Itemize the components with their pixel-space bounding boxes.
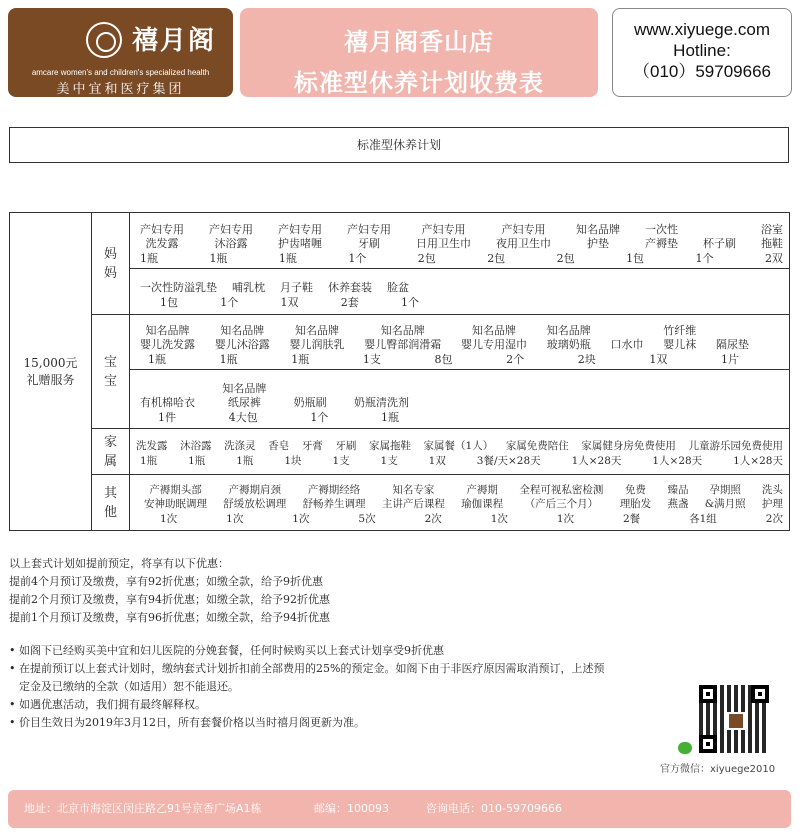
other-item: 臻品 燕盏 [667, 484, 689, 510]
mother-quantity: 2套 [340, 296, 359, 309]
mother-quantity: 1个 [695, 252, 714, 265]
other-item: 孕期照 &满月照 [704, 484, 746, 510]
mother-quantity: 2包 [417, 252, 436, 265]
family-item: 香皂 [268, 440, 290, 452]
offer-line: 提前4个月预订及缴费，享有92折优惠；如缴全款，给予9折优惠 [9, 575, 323, 588]
other-quantity: 1次 [490, 513, 508, 525]
mother-quantity: 1包 [160, 296, 178, 309]
wechat-account: 官方微信：xiyuege2010 [660, 764, 776, 775]
family-quantity: 1瓶 [188, 455, 206, 467]
mother-quantity: 2包 [556, 252, 575, 265]
baby-quantity: 1件 [158, 411, 176, 424]
other-item: 知名专家 主讲产后课程 [381, 484, 445, 510]
other-quantity: 2次 [424, 513, 442, 525]
other-quantity: 各1组 [689, 513, 717, 525]
baby-item: 有机棉哈衣 [140, 396, 195, 409]
mother-quantity: 1包 [626, 252, 645, 265]
baby-row-2 [130, 370, 789, 427]
other-item: 全程可视私密检测 （产后三个月） [519, 484, 604, 510]
baby-quantity: 1瓶 [291, 353, 310, 366]
footer-phone[interactable]: 咨询电话：010-59709666 [426, 802, 562, 815]
mother-item: 产妇专用 沐浴露 [209, 223, 253, 250]
note-item: • 如遇优惠活动，我们拥有最终解释权。 [9, 696, 609, 714]
mother-item: 知名品牌 护垫 [576, 223, 620, 250]
early-booking-offers [9, 555, 330, 627]
family-item: 洗涤灵 [224, 440, 256, 452]
family-item: 儿童游乐园免费使用 [688, 440, 783, 452]
category-other: 其他 [92, 475, 130, 531]
note-item: • 如阁下已经购买美中宜和妇儿医院的分娩套餐，任何时候购买以上套式计划享受9折优惠 [9, 642, 609, 660]
family-item: 家属免费陪住 [505, 440, 569, 452]
family-item: 家属健身房免费使用 [581, 440, 676, 452]
notes-list [9, 642, 609, 732]
offer-line: 提前1个月预订及缴费，享有96折优惠；如缴全款，给予94折优惠 [9, 611, 330, 624]
brand-group: 美中宜和医疗集团 [56, 82, 185, 97]
family-item: 家属餐（1人） [423, 440, 494, 452]
other-item: 产褥期头部 安神助眠调理 [144, 484, 207, 510]
baby-quantity: 2块 [577, 353, 596, 366]
brand-logo [8, 8, 233, 97]
family-item: 牙膏 [301, 440, 323, 452]
family-quantity: 1人×28天 [652, 455, 703, 467]
mother-row-2 [130, 269, 789, 312]
other-item: 免费 理胎发 [619, 484, 652, 510]
other-quantity: 2次 [765, 513, 783, 525]
baby-item: 知名品牌 婴儿专用湿巾 [461, 324, 527, 351]
note-item: • 在提前预订以上套式计划时，缴纳套式计划折扣前全部费用的25%的预定金。如阁下由于非医疗原因需取消预订，上述预定金及已缴纳的全款（如适用）恕不能退还。 [9, 660, 609, 696]
baby-quantity: 1瓶 [219, 353, 238, 366]
baby-quantity: 1双 [649, 353, 668, 366]
mother-quantity: 2包 [487, 252, 506, 265]
brand-english: amcare women's and children's specialized health [31, 68, 210, 77]
baby-item: 口水巾 [610, 338, 644, 351]
family-cell [130, 429, 790, 475]
hotline-number[interactable]: （010）59709666 [632, 62, 771, 81]
wechat-icon [678, 742, 692, 754]
other-quantity: 1次 [556, 513, 575, 525]
other-item: 产褥期 瑜伽课程 [461, 484, 504, 510]
baby-quantity: 1个 [310, 411, 329, 424]
family-item: 沐浴露 [180, 440, 212, 452]
baby-item: 知名品牌 玻璃奶瓶 [546, 324, 591, 351]
mother-quantity: 1个 [348, 252, 367, 265]
mother-quantity: 1双 [280, 296, 299, 309]
mother-item: 脸盆 [387, 281, 409, 294]
baby-quantity: 2个 [506, 353, 525, 366]
mother-item: 浴室 拖鞋 [761, 223, 783, 250]
family-quantity: 1块 [284, 455, 302, 467]
baby-item: 知名品牌 婴儿润肤乳 [289, 324, 345, 351]
family-quantity: 1瓶 [236, 455, 254, 467]
mother-item: 一次性防溢乳垫 [140, 281, 217, 294]
category-family: 家属 [92, 429, 130, 475]
mother-item: 哺乳枕 [232, 281, 265, 294]
family-quantity: 3餐/天×28天 [476, 455, 541, 467]
baby-item: 奶瓶刷 [293, 396, 327, 409]
mother-item: 一次性 产褥垫 [645, 223, 678, 250]
mother-quantity: 1瓶 [140, 252, 158, 265]
brand-name: 禧月阁 [132, 26, 217, 56]
mother-item: 产妇专用 夜用卫生巾 [496, 223, 551, 250]
category-baby: 宝宝 [92, 315, 130, 429]
baby-cell [130, 315, 790, 429]
family-quantity: 1人×28天 [733, 455, 783, 467]
family-quantity: 1人×28天 [571, 455, 622, 467]
baby-quantity: 4大包 [228, 411, 258, 424]
mother-quantity: 1个 [220, 296, 239, 309]
family-item: 洗发露 [136, 440, 168, 452]
family-item: 家属拖鞋 [368, 440, 411, 452]
other-quantity: 1次 [226, 513, 244, 525]
gift-cell [10, 213, 92, 531]
family-quantity: 1双 [428, 455, 446, 467]
other-quantity: 1次 [292, 513, 310, 525]
family-quantity: 1支 [332, 455, 350, 467]
footer-postcode: 邮编：100093 [314, 802, 389, 815]
baby-quantity: 1瓶 [148, 353, 166, 366]
other-cell [130, 475, 790, 531]
mother-cell [130, 213, 790, 315]
other-quantity: 5次 [358, 513, 376, 525]
other-quantity: 2餐 [622, 513, 641, 525]
family-item: 牙刷 [335, 440, 357, 452]
other-item: 产褥期肩颈 舒缓放松调理 [223, 484, 287, 510]
mother-quantity: 1个 [401, 296, 419, 309]
logo-emblem-icon [86, 22, 122, 58]
baby-item: 知名品牌 婴儿沐浴露 [214, 324, 270, 351]
contact-box [612, 8, 792, 97]
baby-quantity: 1瓶 [380, 411, 399, 424]
mother-item: 产妇专用 牙刷 [347, 223, 391, 250]
qr-logo-icon [727, 712, 745, 730]
mother-item: 休养套装 [328, 281, 372, 294]
other-item: 产褥期经络 舒畅养生调理 [302, 484, 366, 510]
mother-quantity: 2双 [764, 252, 783, 265]
mother-row-1 [130, 215, 789, 269]
other-quantity: 1次 [160, 513, 178, 525]
price-list-title: 标准型休养计划收费表 [294, 69, 544, 97]
mother-quantity: 1瓶 [278, 252, 297, 265]
family-quantity: 1瓶 [140, 455, 158, 467]
baby-quantity: 8包 [434, 353, 453, 366]
mother-item: 杯子刷 [703, 237, 736, 250]
footer-bar [8, 790, 791, 828]
offer-line: 提前2个月预订及缴费，享有94折优惠；如缴全款，给予92折优惠 [9, 593, 330, 606]
baby-item: 知名品牌 婴儿臀部润滑霜 [364, 324, 442, 351]
baby-row-1 [130, 316, 789, 370]
mother-item: 月子鞋 [280, 281, 313, 294]
wechat-qr-code [697, 683, 771, 755]
family-quantity: 1支 [380, 455, 398, 467]
baby-item: 知名品牌 婴儿洗发露 [140, 324, 195, 351]
baby-item: 知名品牌 纸尿裤 [222, 382, 267, 409]
hotline-label: Hotline: [673, 41, 731, 60]
mother-item: 产妇专用 护齿啫喱 [278, 223, 322, 250]
baby-item: 竹纤维 婴儿袜 [663, 324, 697, 351]
baby-quantity: 1片 [721, 353, 739, 366]
store-title: 禧月阁香山店 [344, 28, 494, 56]
mother-item: 产妇专用 洗发露 [140, 223, 184, 250]
offer-line: 以上套式计划如提前预定，将享有以下优惠： [9, 557, 229, 570]
mother-quantity: 1瓶 [209, 252, 228, 265]
category-mother: 妈妈 [92, 213, 130, 315]
plan-table [9, 212, 790, 531]
website[interactable]: www.xiyuege.com [633, 20, 771, 39]
title-banner [240, 8, 598, 97]
baby-quantity: 1支 [362, 353, 381, 366]
mother-item: 产妇专用 日用卫生巾 [416, 223, 471, 250]
other-item: 洗头 护理 [761, 484, 783, 510]
note-item: • 价目生效日为2019年3月12日，所有套餐价格以当时禧月阁更新为准。 [9, 714, 609, 732]
footer-address: 地址：北京市海淀区闵庄路乙91号京香广场A1栋 [24, 802, 262, 815]
baby-item: 奶瓶清洗剂 [353, 396, 409, 409]
plan-title: 标准型休养计划 [9, 127, 789, 163]
gift-label: 礼赠服务 [26, 372, 75, 387]
gift-amount: 15,000元 [23, 355, 78, 370]
baby-item: 隔尿垫 [716, 338, 749, 351]
